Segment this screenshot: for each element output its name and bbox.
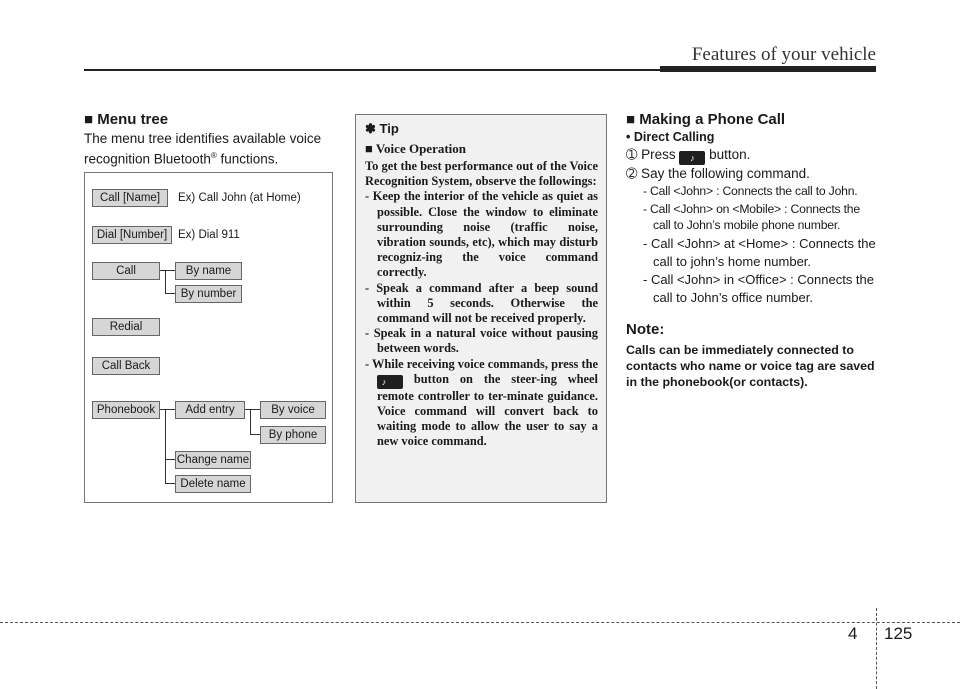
command-item: - Call <John> : Connects the call to John. bbox=[643, 184, 858, 198]
registered-mark: ® bbox=[210, 151, 217, 160]
tip-item: - Keep the interior of the vehicle as quiet as possible. Close the window to eliminate surrounding noise (traffic noise, vibration sounds, etc), which may disturb recogniz-ing the voice command correctly. bbox=[365, 189, 598, 280]
command-item: - Call <John> in <Office> : Connects the call to John’s office number. bbox=[643, 272, 875, 305]
phone-call-heading: ■ Making a Phone Call bbox=[626, 111, 786, 128]
tip-subheading: ■ Voice Operation bbox=[365, 141, 467, 156]
step-number: ➀ bbox=[626, 147, 638, 162]
node-redial: Redial bbox=[92, 318, 160, 336]
menu-tree-intro bbox=[84, 130, 336, 168]
intro-text-end: functions. bbox=[216, 151, 279, 167]
node-delete-name: Delete name bbox=[175, 475, 251, 493]
voice-talk-button-icon: ♪ bbox=[679, 151, 705, 165]
example-call-john: Ex) Call John (at Home) bbox=[178, 192, 301, 204]
chapter-number: 4 bbox=[848, 624, 858, 643]
menu-tree-diagram bbox=[84, 172, 333, 503]
section-header-title: Features of your vehicle bbox=[691, 44, 876, 65]
connector-line bbox=[165, 459, 175, 460]
tip-item-text: - While receiving voice commands, press the bbox=[365, 356, 598, 371]
example-dial-911: Ex) Dial 911 bbox=[178, 229, 240, 241]
tip-item bbox=[365, 357, 598, 450]
step-text: Press bbox=[637, 147, 680, 162]
menu-tree-heading-text: Menu tree bbox=[97, 111, 169, 128]
tip-item: - Speak a command after a beep sound within 5 seconds. Otherwise the command will not be received properly. bbox=[365, 280, 598, 326]
command-item: - Call <John> at <Home> : Connects the call to john’s home number. bbox=[643, 236, 876, 269]
intro-text: recognition Bluetooth bbox=[84, 151, 211, 167]
step-2: ➁ Say the following command. bbox=[626, 166, 810, 181]
connector-line bbox=[165, 483, 175, 484]
note-heading: Note: bbox=[626, 321, 665, 338]
tip-intro: To get the best performance out of the Voice Recognition System, observe the followings: bbox=[365, 159, 598, 189]
note-text: Calls can be immediately connected to contacts who name or voice tag are saved in the phonebook(or contacts). bbox=[626, 343, 875, 389]
node-change-name: Change name bbox=[175, 451, 251, 469]
tip-item-text: button on the steer-ing wheel remote controller to ter-minate guidance. Voice command will convert back to waiting mode to allow the user to say a new voice command. bbox=[377, 371, 598, 449]
node-by-name: By name bbox=[175, 262, 242, 280]
connector-line bbox=[160, 270, 175, 271]
footer-rule bbox=[0, 622, 960, 623]
connector-line bbox=[160, 409, 175, 410]
phone-call-section bbox=[626, 111, 878, 390]
connector-line bbox=[250, 434, 260, 435]
phone-call-heading-text: Making a Phone Call bbox=[639, 111, 786, 128]
command-list bbox=[626, 183, 878, 307]
command-item: - Call <John> on <Mobile> : Connects the call to John’s mobile phone number. bbox=[643, 202, 860, 232]
node-by-number: By number bbox=[175, 285, 242, 303]
step-text: button. bbox=[705, 147, 751, 162]
connector-line bbox=[250, 409, 251, 434]
footer-divider bbox=[876, 608, 877, 689]
node-call: Call bbox=[92, 262, 160, 280]
node-by-voice: By voice bbox=[260, 401, 326, 419]
node-dial-number: Dial [Number] bbox=[92, 226, 172, 244]
connector-line bbox=[165, 270, 166, 294]
connector-line bbox=[165, 293, 175, 294]
node-call-back: Call Back bbox=[92, 357, 160, 375]
tip-title-text: Tip bbox=[379, 121, 399, 136]
node-phonebook: Phonebook bbox=[92, 401, 160, 419]
node-by-phone: By phone bbox=[260, 426, 326, 444]
tip-symbol-icon: ✽ bbox=[365, 121, 376, 136]
voice-talk-button-icon: ♪ bbox=[377, 375, 403, 389]
menu-tree-intro-line1: The menu tree identifies available voice bbox=[84, 131, 322, 146]
step-1 bbox=[626, 146, 878, 165]
direct-calling-bullet: • Direct Calling bbox=[626, 130, 715, 144]
connector-line bbox=[245, 409, 260, 410]
tip-title bbox=[365, 121, 598, 137]
node-call-name: Call [Name] bbox=[92, 189, 168, 207]
menu-tree-heading: ■ Menu tree bbox=[84, 111, 169, 128]
page-number: 125 bbox=[884, 624, 913, 643]
connector-line bbox=[165, 409, 166, 484]
menu-tree-intro-line2 bbox=[84, 147, 336, 168]
tip-item: - Speak in a natural voice without pausing between words. bbox=[365, 326, 598, 356]
tip-box bbox=[355, 114, 607, 503]
header-rule-accent bbox=[660, 66, 876, 72]
node-add-entry: Add entry bbox=[175, 401, 245, 419]
